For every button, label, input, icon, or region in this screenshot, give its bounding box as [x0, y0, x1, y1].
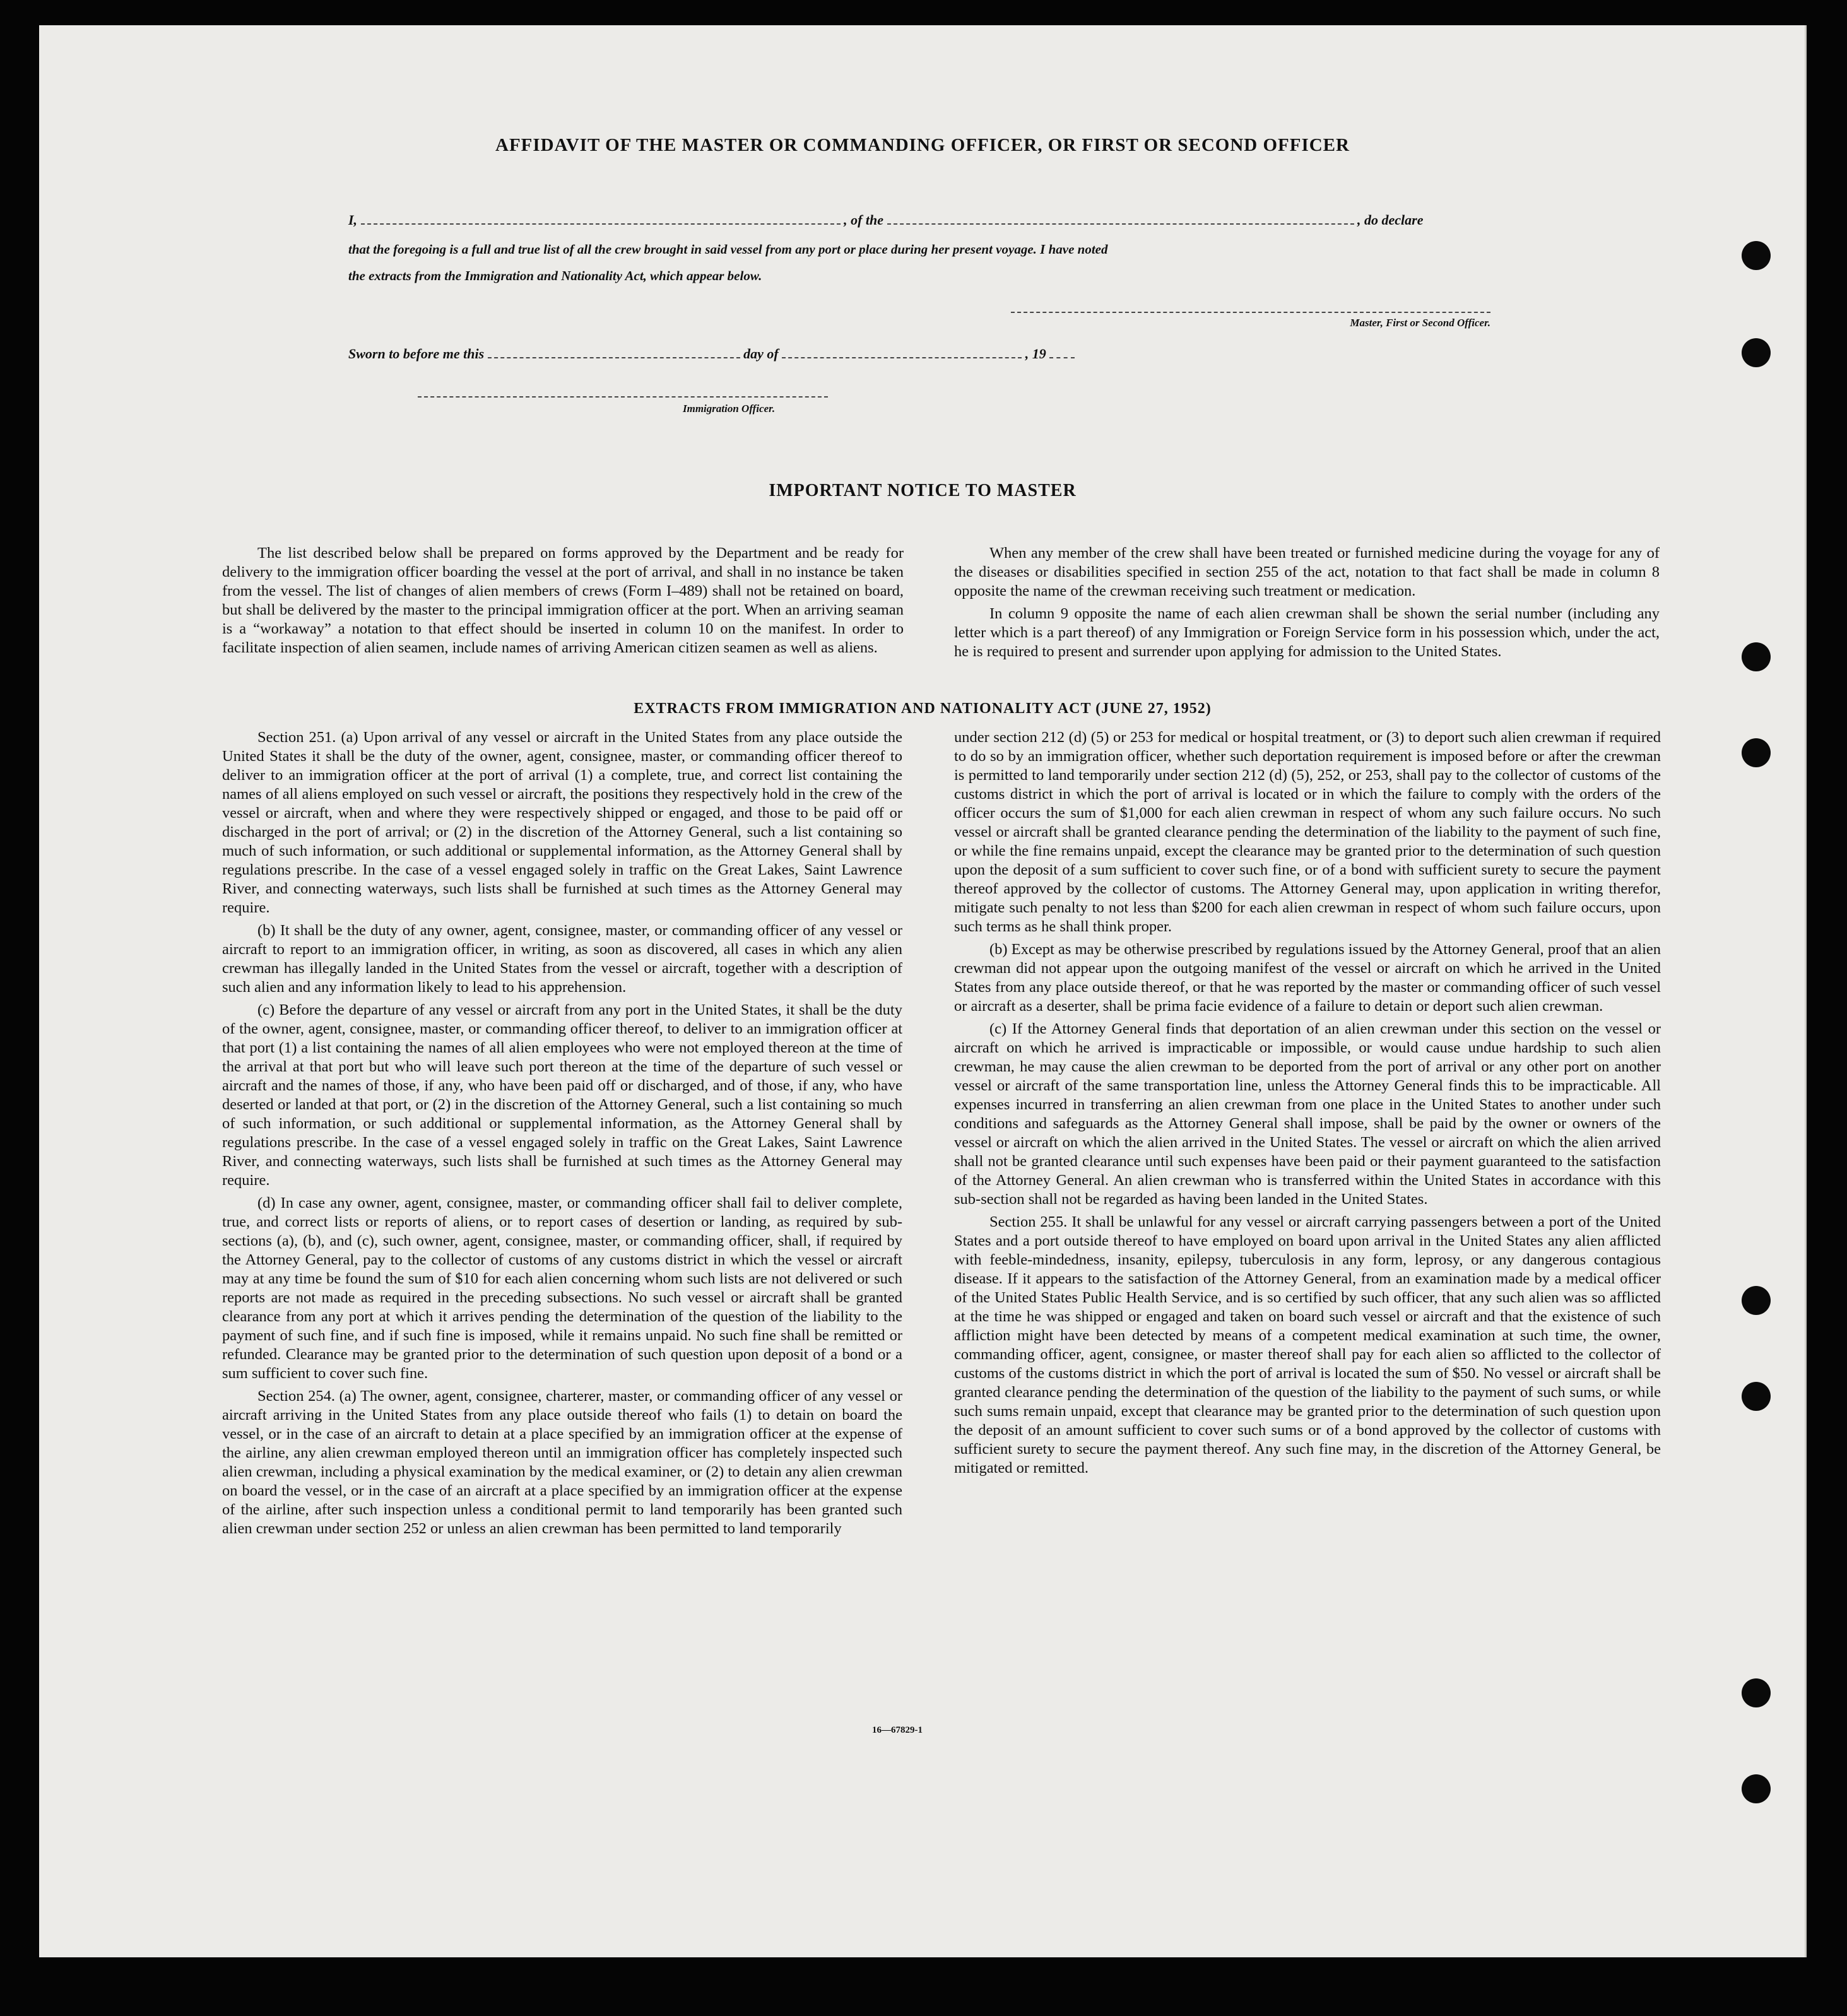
form-number: 16—67829-1: [872, 1725, 923, 1735]
i-label: I,: [348, 212, 358, 228]
notice-title: IMPORTANT NOTICE TO MASTER: [769, 481, 1077, 500]
immigration-officer-label: Immigration Officer.: [683, 403, 776, 415]
master-signature-line[interactable]: [1011, 312, 1490, 313]
sworn-month-blank[interactable]: [782, 346, 1022, 358]
act-paragraph: (c) Before the departure of any vessel or aircraft from any port in the United States, it shall be the duty of the owner, agent, consignee, master, or commanding officer thereof, to deliver to an immigration officer at that port (1) a list containing the names of all alien employees who were not employed thereon at the time of the arrival at that port but who will leave such port thereon at the time of the departure of such vessel or aircraft and the names of those, if any, who have been paid off or discharged, and of those, if any, who have deserted or landed at that port, or (2) in the discretion of the Attorney General, such a list containing so much of such information, or such additional or supplemental information, as the Attorney General shall by regulations prescribe. In the case of a vessel engaged solely in traffic on the Great Lakes, Saint Lawrence River, and connecting waterways, such lists shall be furnished at such times as the Attorney General may require.: [222, 1001, 902, 1189]
extracts-title: EXTRACTS FROM IMMIGRATION AND NATIONALITY ACT (JUNE 27, 1952): [634, 700, 1212, 717]
act-left-column: [222, 728, 902, 1542]
immigration-officer-signature-line[interactable]: [418, 396, 828, 398]
vessel-blank[interactable]: [887, 212, 1354, 225]
of-the-label: , of the: [844, 212, 884, 228]
act-paragraph: under section 212 (d) (5) or 253 for medical or hospital treatment, or (3) to deport such alien crewman if required to do so by an immigration officer, whether such deportation requirement is imposed before or after the crewman is permitted to land temporarily under section 212 (d) (5), 252, or 253, shall pay to the collector of customs of the customs district in which the port of arrival is located or in which the failure to comply with the orders of the officer occurs the sum of $1,000 for each alien crewman in respect of whom any such failure occurs. No such vessel or aircraft shall be granted clearance pending the determination of the liability to the payment of such fine, or while the fine remains unpaid, except the clearance may be granted prior to the determination of such question upon the deposit of a sum sufficient to cover such fine, or of a bond with sufficient surety to secure the payment thereof approved by the collector of customs. The Attorney General may, upon application in writing therefor, mitigate such penalty to not less than $200 for each alien crewman in respect of whom such failure occurs, upon such terms as he shall think proper.: [954, 729, 1661, 935]
notice-left-column: [222, 544, 904, 661]
sworn-statement: [348, 346, 1232, 362]
binder-hole: [1742, 338, 1771, 367]
act-paragraph: Section 251. (a) Upon arrival of any vessel or aircraft in the United States from any place outside the United States it shall be the duty of the owner, agent, consignee, master, or commanding officer thereof to deliver to an immigration officer at the port of arrival (1) a complete, true, and correct list containing the names of all aliens employed on such vessel or aircraft, the positions they respectively hold in the crew of the vessel or aircraft, when and where they were respectively shipped or engaged, and those to be paid off or discharged in the port of arrival; or (2) in the discretion of the Attorney General, such a list containing so much of such information, or such additional or supplemental information, as the Attorney General shall by regulations prescribe. In the case of a vessel engaged solely in traffic on the Great Lakes, Saint Lawrence River, and connecting waterways, such lists shall be furnished at such times as the Attorney General may require.: [222, 729, 902, 916]
declaration-line-1: that the foregoing is a full and true list of all the crew brought in said vessel from any port or place during her present voyage. I have noted: [348, 242, 1108, 257]
act-paragraph: (c) If the Attorney General finds that deportation of an alien crewman under this section on the vessel or aircraft on which he arrived is impracticable or impossible, or would cause undue hardship to such alien crewman, he may cause the alien crewman to be deported from the port of arrival or any other port on another vessel or aircraft of the same transportation line, unless the Attorney General finds this to be impracticable. All expenses incurred in transferring an alien crewman from one place in the United States to another under such conditions and safeguards as the Attorney General shall impose, shall be paid by the owner or owners of the vessel or aircraft on which the alien arrived in the United States. The vessel or aircraft on which the alien arrived shall not be granted clearance until such expenses have been paid or their payment guaranteed to the satisfaction of the Attorney General. An alien crewman who is transferred within the United States in accordance with this sub-section shall not be regarded as having been landed in the United States.: [954, 1020, 1661, 1208]
sworn-year-blank[interactable]: [1049, 346, 1075, 358]
binder-hole: [1742, 241, 1771, 270]
notice-right-column: [954, 544, 1660, 665]
binder-hole: [1742, 738, 1771, 767]
master-signature-label: Master, First or Second Officer.: [1350, 317, 1490, 329]
document-sheet: [39, 25, 1807, 1957]
declaration-fill-line: [348, 212, 1547, 228]
binder-hole: [1742, 1286, 1771, 1315]
affidavit-title: AFFIDAVIT OF THE MASTER OR COMMANDING OFFICER, OR FIRST OR SECOND OFFICER: [495, 135, 1350, 155]
act-paragraph: Section 254. (a) The owner, agent, consignee, charterer, master, or commanding officer of any vessel or aircraft arriving in the United States from any place outside thereof who fails (1) to detain on board the vessel, or in the case of an aircraft to detain at a place specified by an immigration officer at the expense of the airline, any alien crewman employed thereon until an immigration officer has completely inspected such alien crewman, including a physical examination by the medical examiner, or (2) to detain any alien crewman on board the vessel, or in the case of an aircraft at a place specified by an immigration officer at the expense of the airline, after such inspection unless a conditional permit to land temporarily has been granted such alien crewman under section 252 or unless an alien crewman has been permitted to land temporarily: [222, 1388, 902, 1537]
declaration-line-2: the extracts from the Immigration and Nationality Act, which appear below.: [348, 268, 762, 283]
act-paragraph: (b) It shall be the duty of any owner, agent, consignee, master, or commanding officer of any vessel or aircraft to report to an immigration officer, in writing, as soon as discovered, all cases in which any alien crewman has illegally landed in the United States from the vessel or aircraft, together with a description of such alien and any information likely to lead to his apprehension.: [222, 922, 902, 996]
name-blank[interactable]: [361, 212, 841, 225]
year-label: , 19: [1025, 346, 1046, 362]
act-paragraph: (d) In case any owner, agent, consignee, master, or commanding officer shall fail to deliver complete, true, and correct lists or reports of aliens, or to report cases of desertion or landing, as required by sub-sections (a), (b), and (c), such owner, agent, consignee, master, or commanding officer, shall, if required by the Attorney General, pay to the collector of customs of any customs district in which the vessel or aircraft may at any time be found the sum of $10 for each alien concerning whom such lists are not delivered or such reports are not made as required in the preceding subsections. No such vessel or aircraft shall be granted clearance from any port at which it arrives pending the determination of the question of the liability to the payment of such fine, and if such fine is imposed, while it remains unpaid. No such fine shall be remitted or refunded. Clearance may be granted prior to the determination of such question upon deposit of a bond or a sum sufficient to cover such fine.: [222, 1194, 902, 1382]
sworn-day-blank[interactable]: [488, 346, 740, 358]
do-declare-label: , do declare: [1357, 212, 1424, 228]
notice-paragraph: In column 9 opposite the name of each alien crewman shall be shown the serial number (including any letter which is a part thereof) of any Immigration or Foreign Service form in his possession which, under the act, he is required to present and surrender upon applying for admission to the United States.: [954, 605, 1660, 660]
act-right-column: [954, 728, 1661, 1482]
act-paragraph: Section 255. It shall be unlawful for any vessel or aircraft carrying passengers between a port of the United States and a port outside thereof to have employed on board upon arrival in the United States any alien afflicted with feeble-mindedness, insanity, epilepsy, tuberculosis in any form, leprosy, or any dangerous contagious disease. If it appears to the satisfaction of the Attorney General, from an examination made by a medical officer of the United States Public Health Service, and is so certified by such officer, that any such alien was so afflicted at the time he was shipped or engaged and taken on board such vessel or aircraft and that the existence of such affliction might have been detected by means of a competent medical examination at such time, the owner, commanding officer, agent, consignee, or master thereof shall pay for each alien so afflicted to the collector of customs of the customs district in which the port of arrival is located the sum of $50. No vessel or aircraft shall be granted clearance pending the determination of the question of the liability to the payment of such sums, or while such sums remain unpaid, except that clearance may be granted prior to the determination of such question upon the deposit of an amount sufficient to cover such sums or of a bond approved by the collector of customs with sufficient surety to secure the payment thereof. Any such fine may, in the discretion of the Attorney General, be mitigated or remitted.: [954, 1213, 1661, 1477]
notice-paragraph: When any member of the crew shall have been treated or furnished medicine during the voyage for any of the diseases or disabilities specified in section 255 of the act, notation to that fact shall be made in column 8 opposite the name of the crewman receiving such treatment or medication.: [954, 545, 1660, 599]
binder-hole: [1742, 642, 1771, 671]
day-of-label: day of: [743, 346, 779, 362]
binder-hole: [1742, 1382, 1771, 1411]
act-paragraph: (b) Except as may be otherwise prescribed by regulations issued by the Attorney General, proof that an alien crewman did not appear upon the outgoing manifest of the vessel or aircraft on which he arrived in the United States from any place outside thereof, or that he was reported by the master or commanding officer of such vessel or aircraft as a deserter, shall be prima facie evidence of a failure to detain or deport such alien crewman.: [954, 941, 1661, 1015]
binder-hole: [1742, 1774, 1771, 1803]
notice-paragraph: The list described below shall be prepared on forms approved by the Department and be ready for delivery to the immigration officer boarding the vessel at the port of arrival, and shall in no instance be taken from the vessel. The list of changes of alien members of crews (Form I–489) shall not be retained on board, but shall be delivered by the master to the principal immigration officer at the port. When an arriving seaman is a “workaway” a notation to that effect should be inserted in column 10 on the manifest. In order to facilitate inspection of alien seamen, include names of arriving American citizen seamen as well as aliens.: [222, 545, 904, 656]
binder-hole: [1742, 1678, 1771, 1707]
declaration-text: [348, 236, 1547, 289]
sworn-label: Sworn to before me this: [348, 346, 485, 362]
